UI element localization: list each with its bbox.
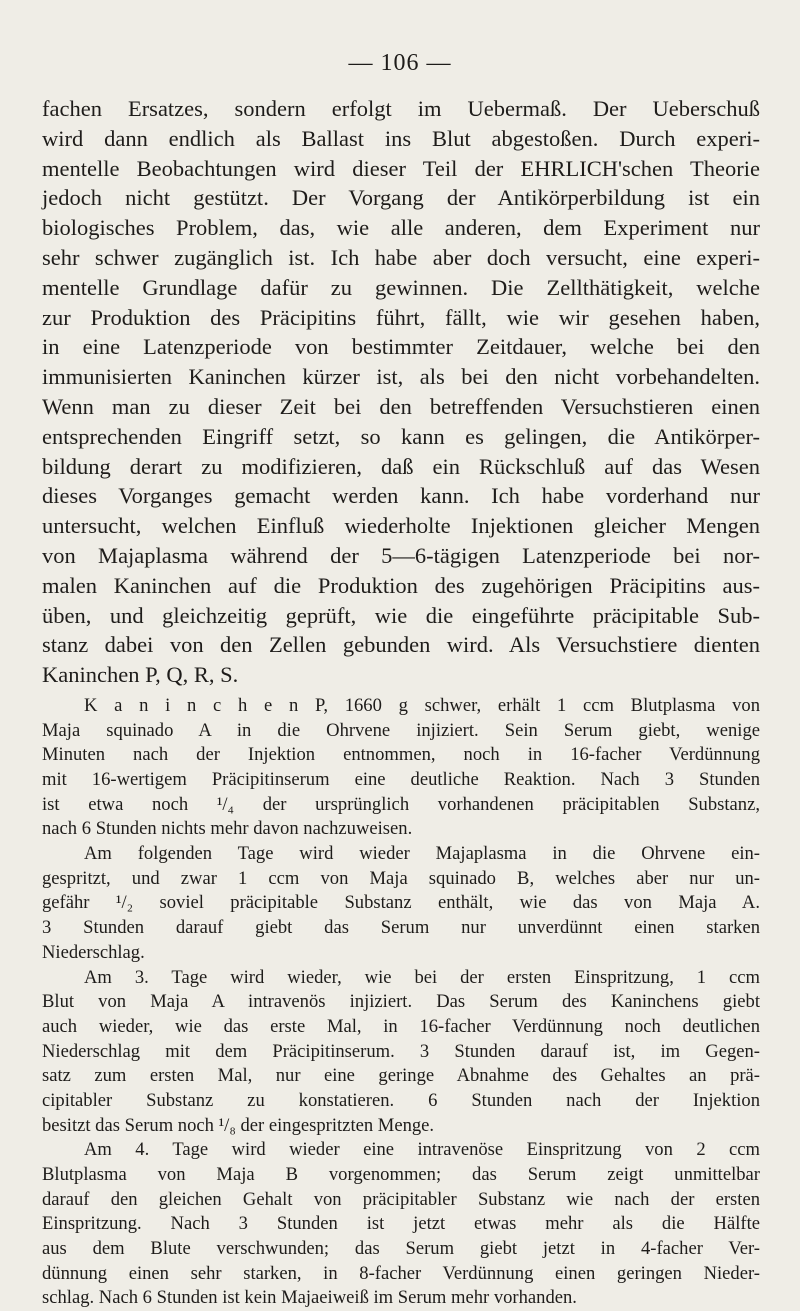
protocol-line: Einspritzung. Nach 3 Stunden ist jetzt etwas mehr als die Hälfte [42, 1213, 760, 1235]
protocol-line: Maja squinado A in die Ohrvene injiziert. Sein Serum giebt, wenige [42, 719, 760, 741]
text-line: entsprechenden Eingriff setzt, so kann es gelingen, die Antikörper- [42, 423, 760, 449]
text-line: malen Kaninchen auf die Produktion des zugehörigen Präcipitins aus- [42, 572, 760, 598]
protocol-line: Minuten nach der Injektion entnommen, noch in 16-facher Verdünnung [42, 744, 760, 766]
text-line: biologisches Problem, das, wie alle anderen, dem Experiment nur [42, 215, 760, 241]
protocol-line: gespritzt, und zwar 1 ccm von Maja squinado B, welches aber nur un- [42, 867, 760, 889]
text-line: zur Produktion des Präcipitins führt, fällt, wie wir gesehen haben, [42, 304, 760, 330]
protocol-line: Niederschlag mit dem Präcipitinserum. 3 Stunden darauf ist, im Gegen- [42, 1040, 760, 1062]
protocol-line: cipitabler Substanz zu konstatieren. 6 Stunden nach der Injektion [42, 1089, 760, 1111]
text-line: stanz dabei von den Zellen gebunden wird. Als Versuchstiere dienten [42, 632, 760, 658]
protocol-line: gefähr ¹/₂ soviel präcipitable Substanz enthält, wie das von Maja A. [42, 892, 760, 914]
protocol-line: mit 16-wertigem Präcipitinserum eine deutliche Reaktion. Nach 3 Stunden [42, 769, 760, 790]
text-line: üben, und gleichzeitig geprüft, wie die eingeführte präcipitable Sub- [42, 602, 760, 628]
protocol-line: schlag. Nach 6 Stunden ist kein Majaeiweiß im Serum mehr vorhanden. [42, 1287, 577, 1309]
experiment-protocol [42, 694, 760, 1311]
text-line: bildung derart zu modifizieren, daß ein Rückschluß auf das Wesen [42, 453, 760, 479]
protocol-line: Blutplasma von Maja B vorgenommen; das Serum zeigt unmittelbar [42, 1164, 760, 1185]
protocol-line: satz zum ersten Mal, nur eine geringe Abnahme des Gehaltes an prä- [42, 1065, 760, 1087]
text-line: dieses Vorganges gemacht werden kann. Ich habe vorderhand nur [42, 483, 760, 509]
protocol-line: Am 4. Tage wird wieder eine intravenöse Einspritzung von 2 ccm [84, 1139, 760, 1161]
protocol-line: darauf den gleichen Gehalt von präcipitabler Substanz wie nach der ersten [42, 1188, 760, 1210]
protocol-line: aus dem Blute verschwunden; das Serum giebt jetzt in 4-facher Ver- [42, 1238, 760, 1260]
text-line: immunisierten Kaninchen kürzer ist, als bei den nicht vorbehandelten. [42, 364, 760, 390]
text-line: wird dann endlich als Ballast ins Blut abgestoßen. Durch experi- [42, 125, 760, 151]
text-line: jedoch nicht gestützt. Der Vorgang der Antikörperbildung ist ein [42, 185, 760, 211]
text-line: sehr schwer zugänglich ist. Ich habe aber doch versucht, eine experi- [42, 244, 760, 270]
text-line: untersucht, welchen Einfluß wiederholte Injektionen gleicher Mengen [42, 513, 760, 539]
protocol-line: dünnung einen sehr starken, in 8-facher Verdünnung einen geringen Nieder- [42, 1262, 760, 1284]
protocol-line: nach 6 Stunden nichts mehr davon nachzuweisen. [42, 818, 413, 840]
text-line: fachen Ersatzes, sondern erfolgt im Uebermaß. Der Ueberschuß [42, 96, 760, 121]
protocol-line: Am 3. Tage wird wieder, wie bei der ersten Einspritzung, 1 ccm [84, 966, 760, 988]
protocol-line: ist etwa noch ¹/₄ der ursprünglich vorhandenen präcipitablen Substanz, [42, 793, 760, 815]
protocol-line: 3 Stunden darauf giebt das Serum nur unverdünnt einen starken [42, 917, 760, 939]
protocol-line: Niederschlag. [42, 941, 145, 963]
text-line: mentelle Grundlage dafür zu gewinnen. Die Zellthätigkeit, welche [42, 274, 760, 300]
body-text [42, 94, 760, 1311]
text-line: von Majaplasma während der 5—6-tägigen Latenzperiode bei nor- [42, 542, 760, 568]
protocol-line: Blut von Maja A intravenös injiziert. Das Serum des Kaninchens giebt [42, 991, 760, 1013]
page-number: — 106 — [348, 50, 452, 76]
protocol-line: K a n i n c h e n P, 1660 g schwer, erhält 1 ccm Blutplasma von [84, 694, 760, 716]
text-line: mentelle Beobachtungen wird dieser Teil der EHRLICH'schen Theorie [42, 155, 760, 181]
protocol-line: auch wieder, wie das erste Mal, in 16-facher Verdünnung noch deutlichen [42, 1015, 760, 1037]
protocol-line: Am folgenden Tage wird wieder Majaplasma in die Ohrvene ein- [84, 843, 760, 865]
text-line: Wenn man zu dieser Zeit bei den betreffenden Versuchstieren einen [42, 393, 760, 419]
text-line: Kaninchen P, Q, R, S. [42, 662, 239, 688]
text-line: in eine Latenzperiode von bestimmter Zeitdauer, welche bei den [42, 334, 760, 360]
protocol-line: besitzt das Serum noch ¹/₈ der eingespritzten Menge. [42, 1114, 435, 1136]
main-paragraph [42, 94, 760, 690]
